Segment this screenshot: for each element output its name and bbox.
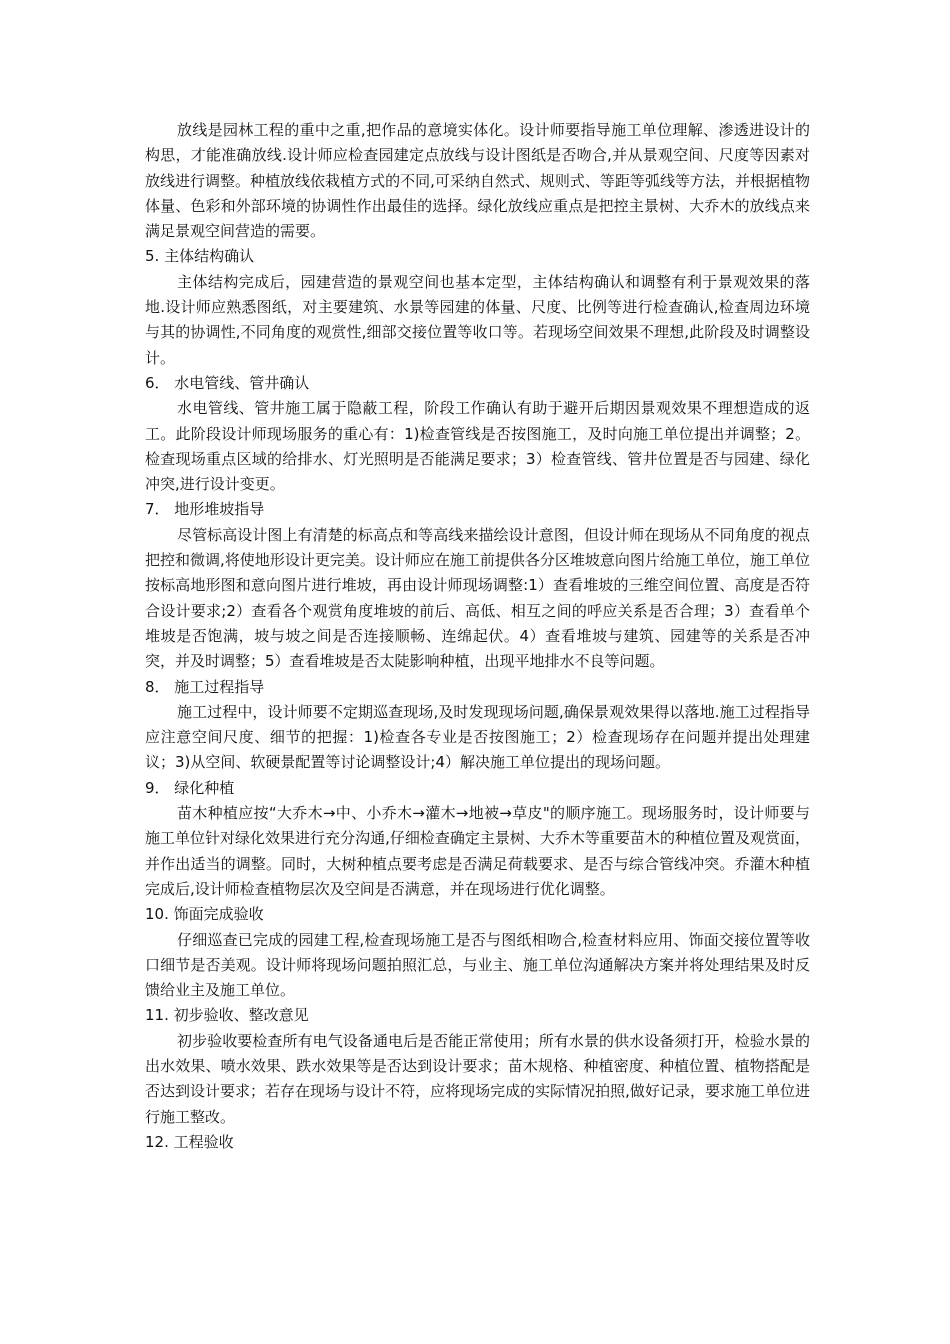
heading-10-finish-acceptance: 10. 饰面完成验收 [145,905,264,924]
heading-6-utilities: 6． 水电管线、管井确认 [145,373,310,392]
heading-12-project-acceptance: 12. 工程验收 [145,1132,234,1151]
paragraph-preliminary-acceptance: 初步验收要检查所有电气设备通电后是否能正常使用；所有水景的供水设备须打开，检验水景的出水效果、喷水效果、跌水效果等是否达到设计要求；苗木规格、种植密度、种植位置、植物搭配是否达到设计要求；若存在现场与设计不符，应将现场完成的实际情况拍照,做好记录，要求施工单位进行施工整改。 [145,1031,810,1126]
heading-7-terrain: 7． 地形堆坡指导 [145,500,265,519]
document-body [145,118,810,1155]
paragraph-finish-acceptance: 仔细巡查已完成的园建工程,检查现场施工是否与图纸相吻合,检查材料应用、饰面交接位置等收口细节是否美观。设计师将现场问题拍照汇总，与业主、施工单位沟通解决方案并将处理结果及时反馈给业主及施工单位。 [145,930,810,1000]
paragraph-utilities: 水电管线、管井施工属于隐蔽工程，阶段工作确认有助于避开后期因景观效果不理想造成的返工。此阶段设计师现场服务的重心有：1)检查管线是否按图施工，及时向施工单位提出并调整；2。检查现场重点区域的给排水、灯光照明是否能满足要求；3）检查管线、管井位置是否与园建、绿化冲突,进行设计变更。 [145,399,810,494]
paragraph-terrain: 尽管标高设计图上有清楚的标高点和等高线来描绘设计意图，但设计师在现场从不同角度的视点把控和微调,将使地形设计更完美。设计师应在施工前提供各分区堆坡意向图片给施工单位，施工单位按标高地形图和意向图片进行堆坡，再由设计师现场调整:1）查看堆坡的三维空间位置、高度是否符合设计要求;2）查看各个观赏角度堆坡的前后、高低、相互之间的呼应关系是否合理；3）查看单个堆坡是否饱满，坡与坡之间是否连接顺畅、连绵起伏。4）查看堆坡与建筑、园建等的关系是否冲突，并及时调整；5）查看堆坡是否太陡影响种植，出现平地排水不良等问题。 [145,525,810,671]
heading-9-planting: 9． 绿化种植 [145,778,235,797]
heading-8-construction-guidance: 8． 施工过程指导 [145,677,265,696]
heading-5-main-structure: 5. 主体结构确认 [145,247,255,266]
paragraph-main-structure: 主体结构完成后，园建营造的景观空间也基本定型，主体结构确认和调整有利于景观效果的落地.设计师应熟悉图纸，对主要建筑、水景等园建的体量、尺度、比例等进行检查确认,检查周边环境与其的协调性,不同角度的观赏性,细部交接位置等收口等。若现场空间效果不理想,此阶段及时调整设计。 [145,272,810,367]
paragraph-construction-guidance: 施工过程中，设计师要不定期巡查现场,及时发现现场问题,确保景观效果得以落地.施工过程指导应注意空间尺度、细节的把握：1)检查各专业是否按图施工；2）检查现场存在问题并提出处理建议；3)从空间、软硬景配置等讨论调整设计;4）解决施工单位提出的现场问题。 [145,702,810,772]
paragraph-layout-stakeout: 放线是园林工程的重中之重,把作品的意境实体化。设计师要指导施工单位理解、渗透进设计的构思，才能准确放线.设计师应检查园建定点放线与设计图纸是否吻合,并从景观空间、尺度等因素对放线进行调整。种植放线依栽植方式的不同,可采纳自然式、规则式、等距等弧线等方法，并根据植物体量、色彩和外部环境的协调性作出最佳的选择。绿化放线应重点是把控主景树、大乔木的放线点来满足景观空间营造的需要。 [145,121,810,241]
paragraph-planting: 苗木种植应按“大乔木→中、小乔木→灌木→地被→草皮"的顺序施工。现场服务时，设计师要与施工单位针对绿化效果进行充分沟通,仔细检查确定主景树、大乔木等重要苗木的种植位置及观赏面，并作出适当的调整。同时，大树种植点要考虑是否满足荷载要求、是否与综合管线冲突。乔灌木种植完成后,设计师检查植物层次及空间是否满意，并在现场进行优化调整。 [145,804,810,898]
heading-11-preliminary-acceptance: 11. 初步验收、整改意见 [145,1006,309,1025]
